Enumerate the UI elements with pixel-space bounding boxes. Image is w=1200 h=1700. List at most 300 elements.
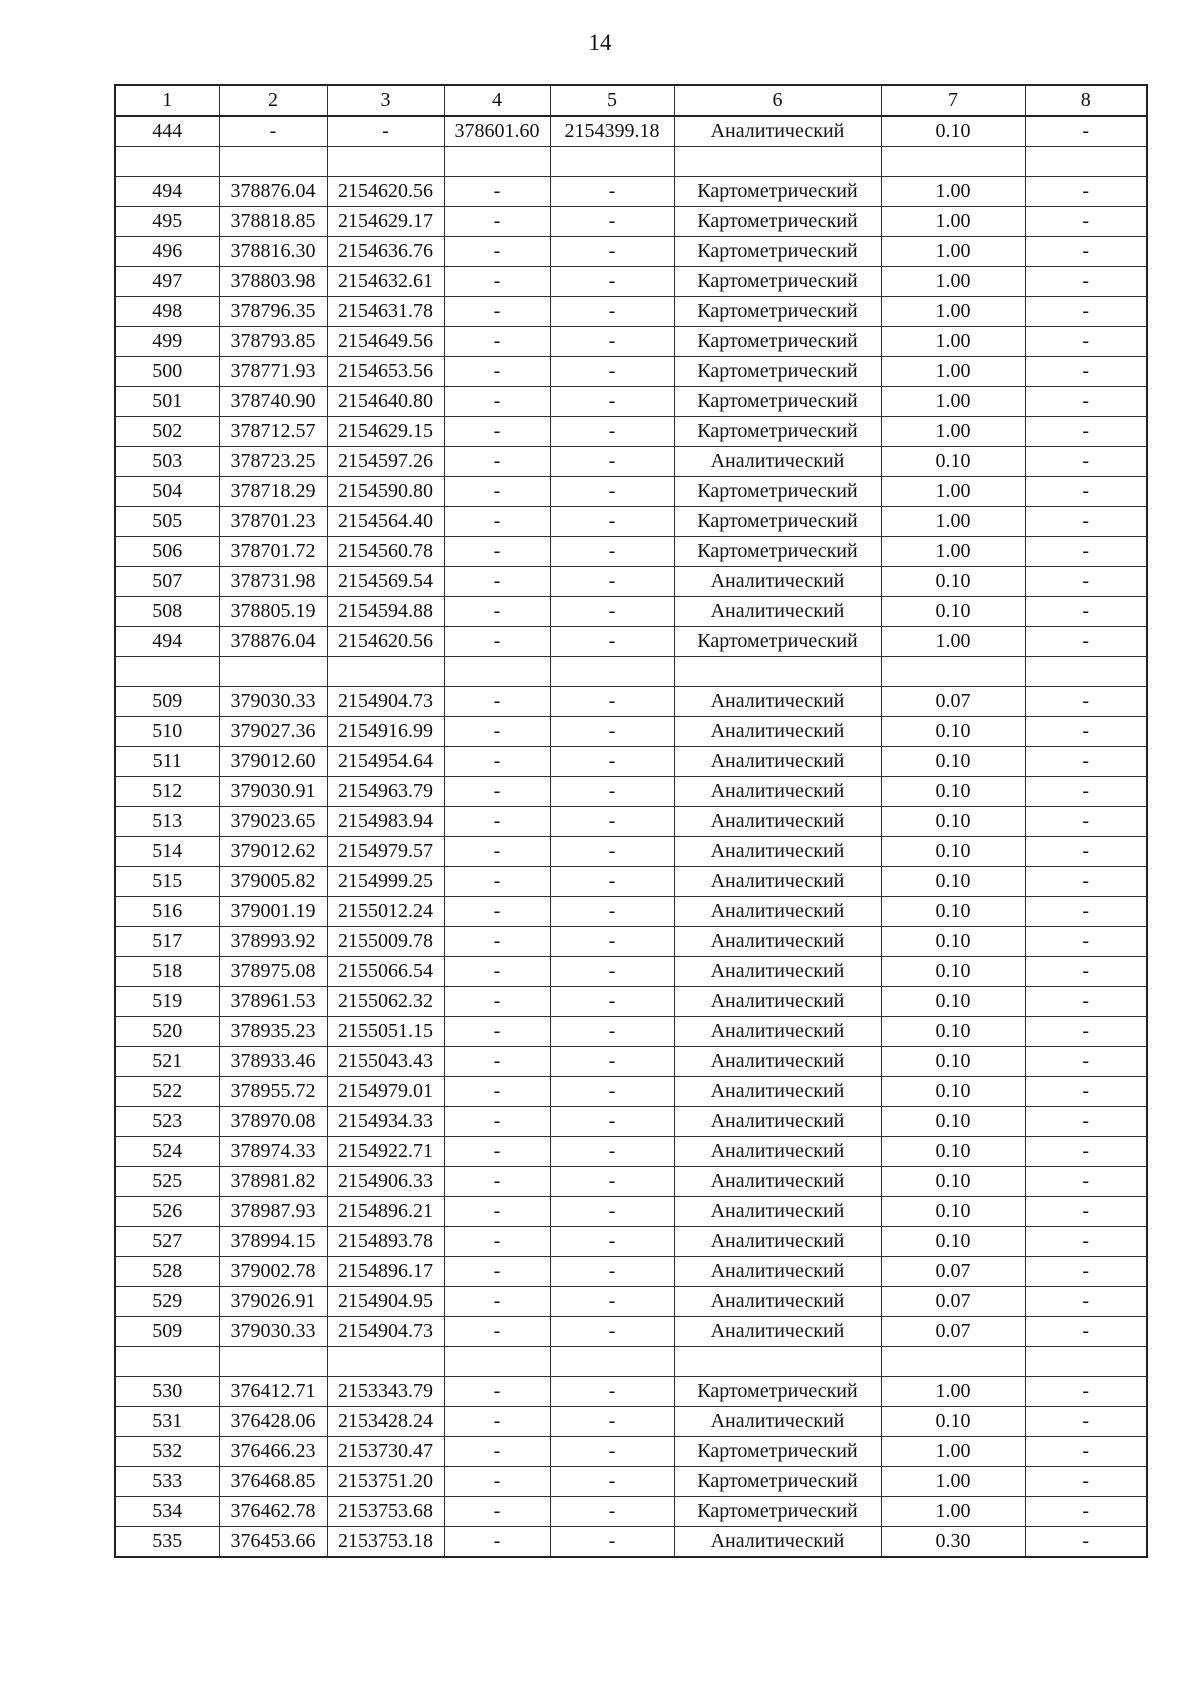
table-cell-col-2: 378771.93: [219, 357, 327, 387]
table-cell-col-2: 378961.53: [219, 987, 327, 1017]
table-cell-col-7: 1.00: [881, 1497, 1025, 1527]
table-cell-col-6: Картометрический: [674, 177, 881, 207]
table-cell-col-4: -: [444, 897, 550, 927]
table-cell-col-7: 0.10: [881, 567, 1025, 597]
table-row: [115, 1287, 1147, 1317]
table-cell-col-6: Аналитический: [674, 1257, 881, 1287]
table-cell-col-5: -: [550, 177, 674, 207]
table-cell-col-8: -: [1025, 1167, 1147, 1197]
table-cell-col-6: Картометрический: [674, 267, 881, 297]
coordinates-table: [114, 84, 1148, 1558]
table-cell-col-3: 2155043.43: [327, 1047, 444, 1077]
table-row: [115, 687, 1147, 717]
table-cell-col-1: 529: [115, 1287, 219, 1317]
table-cell-col-7: 0.07: [881, 687, 1025, 717]
table-cell-col-1: 497: [115, 267, 219, 297]
table-cell-col-6: Аналитический: [674, 837, 881, 867]
table-cell-col-3: 2155062.32: [327, 987, 444, 1017]
table-cell-col-5: -: [550, 987, 674, 1017]
table-row: [115, 807, 1147, 837]
table-cell-col-7: 0.10: [881, 837, 1025, 867]
table-cell-col-5: 2154399.18: [550, 116, 674, 147]
table-cell-col-1: 444: [115, 116, 219, 147]
table-cell-col-5: -: [550, 1197, 674, 1227]
table-cell-col-4: -: [444, 537, 550, 567]
table-cell-col-2: 376462.78: [219, 1497, 327, 1527]
table-cell-col-8: -: [1025, 1317, 1147, 1347]
table-cell-col-5: -: [550, 597, 674, 627]
table-cell-col-7: 0.10: [881, 747, 1025, 777]
table-cell-col-2: 378876.04: [219, 177, 327, 207]
table-cell-col-6: Картометрический: [674, 1437, 881, 1467]
table-cell-col-5: -: [550, 1077, 674, 1107]
table-cell-col-7: 1.00: [881, 207, 1025, 237]
table-cell-col-4: -: [444, 1017, 550, 1047]
table-cell-col-2: 378994.15: [219, 1227, 327, 1257]
table-cell-col-5: -: [550, 627, 674, 657]
table-cell-col-2: [219, 657, 327, 687]
table-cell-col-4: -: [444, 1137, 550, 1167]
table-cell-col-7: 1.00: [881, 477, 1025, 507]
table-cell-col-2: -: [219, 116, 327, 147]
table-cell-col-6: Картометрический: [674, 477, 881, 507]
table-cell-col-5: -: [550, 1497, 674, 1527]
table-cell-col-8: [1025, 1347, 1147, 1377]
table-cell-col-5: -: [550, 777, 674, 807]
table-cell-col-8: -: [1025, 1137, 1147, 1167]
table-cell-col-6: Картометрический: [674, 327, 881, 357]
table-cell-col-2: 378793.85: [219, 327, 327, 357]
table-cell-col-4: -: [444, 267, 550, 297]
table-cell-col-5: -: [550, 1167, 674, 1197]
table-cell-col-3: 2154979.57: [327, 837, 444, 867]
table-cell-col-3: [327, 147, 444, 177]
table-cell-col-5: -: [550, 267, 674, 297]
table-row: [115, 777, 1147, 807]
table-row: [115, 417, 1147, 447]
table-cell-col-1: 524: [115, 1137, 219, 1167]
table-cell-col-7: 0.30: [881, 1527, 1025, 1558]
table-cell-col-8: -: [1025, 1047, 1147, 1077]
table-cell-col-6: [674, 657, 881, 687]
column-header-1: 1: [115, 85, 219, 116]
table-row: [115, 1197, 1147, 1227]
column-header-8: 8: [1025, 85, 1147, 116]
table-cell-col-6: Аналитический: [674, 1047, 881, 1077]
table-cell-col-5: -: [550, 1257, 674, 1287]
table-cell-col-8: -: [1025, 1287, 1147, 1317]
table-cell-col-1: 509: [115, 1317, 219, 1347]
table-cell-col-3: 2155051.15: [327, 1017, 444, 1047]
table-cell-col-6: Картометрический: [674, 237, 881, 267]
table-cell-col-5: -: [550, 1137, 674, 1167]
table-cell-col-1: 532: [115, 1437, 219, 1467]
table-cell-col-6: Картометрический: [674, 507, 881, 537]
table-cell-col-4: -: [444, 237, 550, 267]
table-cell-col-8: [1025, 657, 1147, 687]
column-header-7: 7: [881, 85, 1025, 116]
table-cell-col-8: -: [1025, 777, 1147, 807]
table-cell-col-3: 2154963.79: [327, 777, 444, 807]
table-cell-col-3: 2154922.71: [327, 1137, 444, 1167]
table-cell-col-4: -: [444, 1317, 550, 1347]
table-cell-col-1: 521: [115, 1047, 219, 1077]
table-cell-col-7: 0.10: [881, 1137, 1025, 1167]
table-cell-col-2: 379030.91: [219, 777, 327, 807]
table-cell-col-4: -: [444, 807, 550, 837]
table-cell-col-7: 1.00: [881, 1437, 1025, 1467]
table-cell-col-8: -: [1025, 177, 1147, 207]
table-cell-col-2: 379030.33: [219, 1317, 327, 1347]
table-cell-col-1: 507: [115, 567, 219, 597]
table-cell-col-1: 495: [115, 207, 219, 237]
table-row: [115, 297, 1147, 327]
table-cell-col-6: Аналитический: [674, 1017, 881, 1047]
table-cell-col-7: 0.10: [881, 717, 1025, 747]
table-cell-col-7: 1.00: [881, 237, 1025, 267]
table-cell-col-3: 2154653.56: [327, 357, 444, 387]
table-row: [115, 1497, 1147, 1527]
table-cell-col-8: -: [1025, 477, 1147, 507]
table-cell-col-8: -: [1025, 207, 1147, 237]
table-cell-col-7: 0.10: [881, 867, 1025, 897]
table-cell-col-6: Аналитический: [674, 1167, 881, 1197]
table-body: [115, 116, 1147, 1557]
table-cell-col-1: 528: [115, 1257, 219, 1287]
table-cell-col-4: -: [444, 447, 550, 477]
table-cell-col-7: 0.07: [881, 1287, 1025, 1317]
table-row: [115, 1017, 1147, 1047]
table-cell-col-2: 378876.04: [219, 627, 327, 657]
table-cell-col-7: 0.07: [881, 1257, 1025, 1287]
table-row: [115, 1077, 1147, 1107]
table-cell-col-1: [115, 657, 219, 687]
table-cell-col-8: -: [1025, 1467, 1147, 1497]
table-cell-col-2: 378816.30: [219, 237, 327, 267]
table-cell-col-5: -: [550, 1287, 674, 1317]
table-cell-col-1: 505: [115, 507, 219, 537]
table-cell-col-1: 530: [115, 1377, 219, 1407]
table-cell-col-4: -: [444, 1497, 550, 1527]
table-cell-col-2: 376412.71: [219, 1377, 327, 1407]
table-cell-col-8: -: [1025, 837, 1147, 867]
table-cell-col-6: Аналитический: [674, 927, 881, 957]
table-separator-row: [115, 1347, 1147, 1377]
table-cell-col-4: -: [444, 867, 550, 897]
table-cell-col-4: -: [444, 357, 550, 387]
table-cell-col-2: 376468.85: [219, 1467, 327, 1497]
table-cell-col-1: 498: [115, 297, 219, 327]
table-row: [115, 1467, 1147, 1497]
table-cell-col-4: -: [444, 477, 550, 507]
table-row: [115, 597, 1147, 627]
table-cell-col-8: -: [1025, 927, 1147, 957]
table-cell-col-4: -: [444, 957, 550, 987]
table-cell-col-5: -: [550, 1017, 674, 1047]
table-cell-col-5: [550, 147, 674, 177]
table-cell-col-5: -: [550, 567, 674, 597]
table-cell-col-3: 2154632.61: [327, 267, 444, 297]
table-row: [115, 867, 1147, 897]
table-cell-col-7: 1.00: [881, 417, 1025, 447]
table-cell-col-6: Аналитический: [674, 897, 881, 927]
table-cell-col-2: [219, 1347, 327, 1377]
table-cell-col-3: 2154629.17: [327, 207, 444, 237]
table-cell-col-4: -: [444, 507, 550, 537]
table-cell-col-8: -: [1025, 1407, 1147, 1437]
table-cell-col-7: 0.10: [881, 447, 1025, 477]
table-cell-col-4: [444, 657, 550, 687]
table-cell-col-3: 2154629.15: [327, 417, 444, 447]
table-cell-col-6: Аналитический: [674, 1407, 881, 1437]
table-cell-col-8: -: [1025, 116, 1147, 147]
table-cell-col-6: Аналитический: [674, 687, 881, 717]
table-row: [115, 747, 1147, 777]
table-cell-col-8: -: [1025, 1257, 1147, 1287]
table-row: [115, 537, 1147, 567]
table-row: [115, 1527, 1147, 1558]
table-cell-col-6: Аналитический: [674, 1197, 881, 1227]
table-cell-col-2: 376428.06: [219, 1407, 327, 1437]
table-cell-col-7: 0.10: [881, 1107, 1025, 1137]
table-cell-col-8: -: [1025, 357, 1147, 387]
table-cell-col-5: -: [550, 807, 674, 837]
table-cell-col-6: Аналитический: [674, 777, 881, 807]
table-cell-col-6: Аналитический: [674, 867, 881, 897]
table-row: [115, 507, 1147, 537]
table-cell-col-8: -: [1025, 327, 1147, 357]
table-cell-col-1: 508: [115, 597, 219, 627]
table-cell-col-7: 0.10: [881, 987, 1025, 1017]
table-cell-col-8: -: [1025, 447, 1147, 477]
table-cell-col-2: 378740.90: [219, 387, 327, 417]
table-cell-col-4: -: [444, 987, 550, 1017]
table-cell-col-8: -: [1025, 1437, 1147, 1467]
table-cell-col-4: -: [444, 177, 550, 207]
table-cell-col-4: -: [444, 1107, 550, 1137]
table-cell-col-2: 378981.82: [219, 1167, 327, 1197]
table-cell-col-3: [327, 657, 444, 687]
table-cell-col-8: -: [1025, 1227, 1147, 1257]
table-cell-col-7: 0.10: [881, 1077, 1025, 1107]
table-cell-col-1: 525: [115, 1167, 219, 1197]
table-cell-col-1: 527: [115, 1227, 219, 1257]
table-cell-col-6: Картометрический: [674, 627, 881, 657]
table-cell-col-8: -: [1025, 1497, 1147, 1527]
table-cell-col-5: -: [550, 927, 674, 957]
table-cell-col-3: 2154620.56: [327, 627, 444, 657]
table-row: [115, 717, 1147, 747]
table-cell-col-2: 378933.46: [219, 1047, 327, 1077]
table-cell-col-6: Аналитический: [674, 957, 881, 987]
table-cell-col-6: Аналитический: [674, 1317, 881, 1347]
table-cell-col-3: 2153730.47: [327, 1437, 444, 1467]
table-cell-col-8: -: [1025, 807, 1147, 837]
table-cell-col-7: 0.10: [881, 897, 1025, 927]
table-cell-col-2: 378712.57: [219, 417, 327, 447]
table-cell-col-4: -: [444, 417, 550, 447]
table-header-row: [115, 85, 1147, 116]
table-row: [115, 627, 1147, 657]
table-cell-col-5: -: [550, 1527, 674, 1558]
table-cell-col-5: -: [550, 417, 674, 447]
table-row: [115, 1107, 1147, 1137]
table-cell-col-6: Аналитический: [674, 747, 881, 777]
table-cell-col-8: -: [1025, 1197, 1147, 1227]
table-cell-col-5: -: [550, 1377, 674, 1407]
table-cell-col-1: 509: [115, 687, 219, 717]
table-cell-col-5: -: [550, 867, 674, 897]
table-cell-col-3: -: [327, 116, 444, 147]
table-cell-col-4: -: [444, 1227, 550, 1257]
table-cell-col-7: 0.07: [881, 1317, 1025, 1347]
table-cell-col-6: Аналитический: [674, 1527, 881, 1558]
table-cell-col-7: 0.10: [881, 777, 1025, 807]
table-cell-col-6: Аналитический: [674, 447, 881, 477]
table-cell-col-8: -: [1025, 897, 1147, 927]
table-cell-col-7: 0.10: [881, 1167, 1025, 1197]
table-cell-col-2: 379026.91: [219, 1287, 327, 1317]
table-cell-col-5: [550, 1347, 674, 1377]
table-cell-col-7: 1.00: [881, 1377, 1025, 1407]
table-cell-col-4: 378601.60: [444, 116, 550, 147]
table-cell-col-8: -: [1025, 507, 1147, 537]
table-cell-col-6: [674, 1347, 881, 1377]
table-cell-col-4: -: [444, 1527, 550, 1558]
table-cell-col-6: [674, 147, 881, 177]
table-cell-col-1: 526: [115, 1197, 219, 1227]
table-cell-col-3: 2154597.26: [327, 447, 444, 477]
table-cell-col-1: 512: [115, 777, 219, 807]
table-cell-col-3: 2154631.78: [327, 297, 444, 327]
table-cell-col-5: -: [550, 477, 674, 507]
table-cell-col-8: -: [1025, 237, 1147, 267]
table-cell-col-3: 2153753.18: [327, 1527, 444, 1558]
table-cell-col-1: 511: [115, 747, 219, 777]
table-cell-col-7: 1.00: [881, 627, 1025, 657]
column-header-2: 2: [219, 85, 327, 116]
table-cell-col-3: 2154934.33: [327, 1107, 444, 1137]
table-cell-col-3: 2154569.54: [327, 567, 444, 597]
table-cell-col-8: -: [1025, 627, 1147, 657]
table-row: [115, 267, 1147, 297]
table-cell-col-6: Аналитический: [674, 597, 881, 627]
table-cell-col-1: [115, 147, 219, 177]
table-cell-col-1: 520: [115, 1017, 219, 1047]
table-cell-col-1: 504: [115, 477, 219, 507]
table-cell-col-1: 510: [115, 717, 219, 747]
table-row: [115, 177, 1147, 207]
table-cell-col-4: -: [444, 1167, 550, 1197]
table-cell-col-8: -: [1025, 567, 1147, 597]
table-cell-col-3: 2154594.88: [327, 597, 444, 627]
table-cell-col-4: [444, 147, 550, 177]
table-cell-col-5: -: [550, 1317, 674, 1347]
table-cell-col-1: 502: [115, 417, 219, 447]
table-cell-col-1: 523: [115, 1107, 219, 1137]
table-cell-col-6: Картометрический: [674, 1497, 881, 1527]
table-cell-col-6: Аналитический: [674, 717, 881, 747]
table-cell-col-3: 2153428.24: [327, 1407, 444, 1437]
table-cell-col-8: -: [1025, 987, 1147, 1017]
table-cell-col-1: 506: [115, 537, 219, 567]
table-cell-col-8: -: [1025, 387, 1147, 417]
table-cell-col-3: 2154979.01: [327, 1077, 444, 1107]
table-cell-col-7: 1.00: [881, 357, 1025, 387]
table-cell-col-6: Картометрический: [674, 417, 881, 447]
table-cell-col-2: 379027.36: [219, 717, 327, 747]
table-cell-col-7: 0.10: [881, 1197, 1025, 1227]
table-row: [115, 477, 1147, 507]
table-cell-col-7: 0.10: [881, 927, 1025, 957]
table-cell-col-3: 2154636.76: [327, 237, 444, 267]
table-cell-col-2: 378723.25: [219, 447, 327, 477]
table-cell-col-8: -: [1025, 1527, 1147, 1558]
table-cell-col-1: 514: [115, 837, 219, 867]
table-cell-col-1: 519: [115, 987, 219, 1017]
table-cell-col-3: 2154893.78: [327, 1227, 444, 1257]
table-cell-col-3: 2154954.64: [327, 747, 444, 777]
table-cell-col-1: [115, 1347, 219, 1377]
table-cell-col-4: -: [444, 327, 550, 357]
table-cell-col-7: 0.10: [881, 957, 1025, 987]
table-cell-col-6: Аналитический: [674, 987, 881, 1017]
table-cell-col-5: -: [550, 537, 674, 567]
table-cell-col-5: -: [550, 957, 674, 987]
table-cell-col-2: 378955.72: [219, 1077, 327, 1107]
table-row: [115, 567, 1147, 597]
table-cell-col-4: -: [444, 837, 550, 867]
table-cell-col-5: -: [550, 297, 674, 327]
table-cell-col-1: 533: [115, 1467, 219, 1497]
table-cell-col-2: 378731.98: [219, 567, 327, 597]
table-cell-col-8: -: [1025, 417, 1147, 447]
table-cell-col-6: Картометрический: [674, 207, 881, 237]
table-cell-col-3: 2155009.78: [327, 927, 444, 957]
table-row: [115, 1137, 1147, 1167]
table-cell-col-4: -: [444, 597, 550, 627]
table-cell-col-4: -: [444, 1377, 550, 1407]
table-cell-col-4: -: [444, 747, 550, 777]
table-cell-col-1: 494: [115, 627, 219, 657]
table-row: [115, 116, 1147, 147]
table-cell-col-4: -: [444, 1047, 550, 1077]
table-cell-col-5: -: [550, 1107, 674, 1137]
table-cell-col-3: [327, 1347, 444, 1377]
table-cell-col-6: Аналитический: [674, 807, 881, 837]
table-cell-col-7: 0.10: [881, 1047, 1025, 1077]
table-cell-col-1: 499: [115, 327, 219, 357]
table-cell-col-7: 1.00: [881, 387, 1025, 417]
column-header-4: 4: [444, 85, 550, 116]
table-cell-col-1: 494: [115, 177, 219, 207]
table-cell-col-1: 500: [115, 357, 219, 387]
table-cell-col-3: 2154620.56: [327, 177, 444, 207]
table-cell-col-4: [444, 1347, 550, 1377]
table-cell-col-8: -: [1025, 1017, 1147, 1047]
table-row: [115, 1377, 1147, 1407]
table-cell-col-8: -: [1025, 537, 1147, 567]
table-cell-col-3: 2154983.94: [327, 807, 444, 837]
table-cell-col-5: -: [550, 237, 674, 267]
table-cell-col-2: 378970.08: [219, 1107, 327, 1137]
table-cell-col-4: -: [444, 297, 550, 327]
table-cell-col-8: -: [1025, 597, 1147, 627]
table-cell-col-5: -: [550, 507, 674, 537]
table-cell-col-2: 379012.60: [219, 747, 327, 777]
table-cell-col-4: -: [444, 1407, 550, 1437]
table-cell-col-3: 2155012.24: [327, 897, 444, 927]
